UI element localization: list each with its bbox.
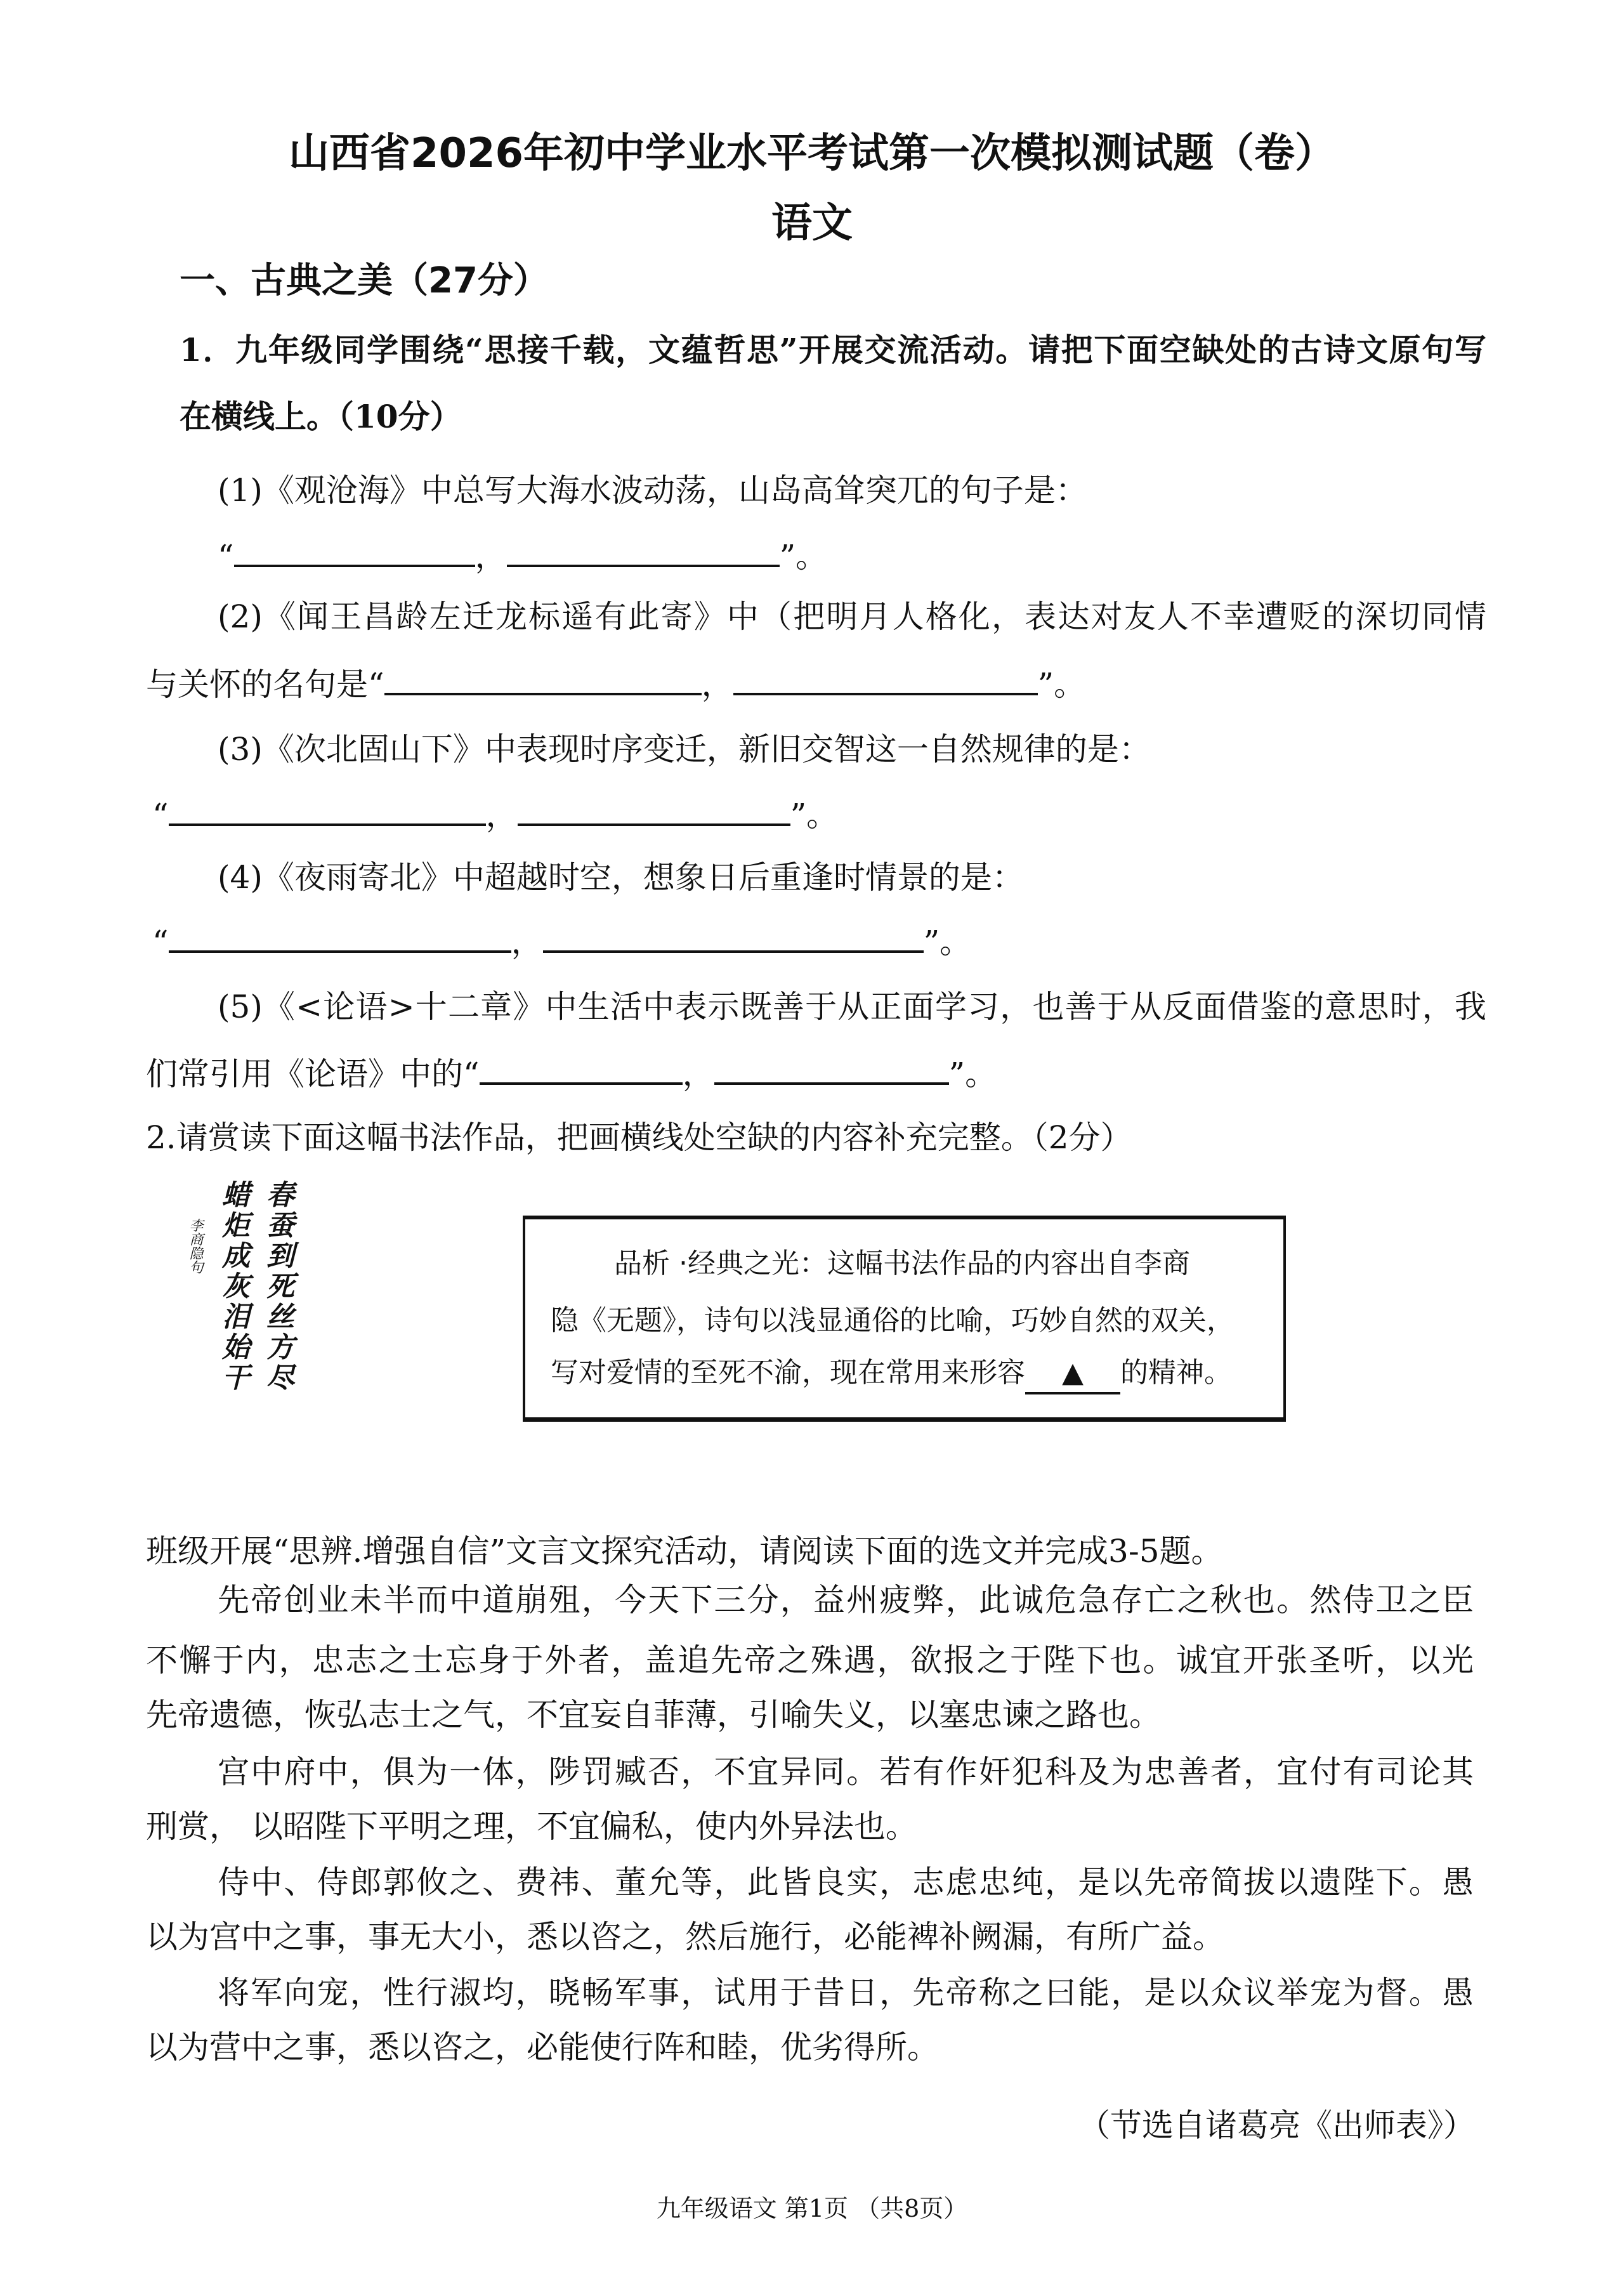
answer-blank[interactable] <box>543 919 924 953</box>
open-quote: “ <box>218 538 234 575</box>
q1-item1-answer <box>218 533 827 579</box>
box-line-3-end: 的精神。 <box>1120 1356 1232 1389</box>
prompt-text: 与关怀的名句是“ <box>146 666 384 703</box>
passage-line: 宫中府中，俱为一体，陟罚臧否，不宜异同。若有作奸犯科及为忠善者，宜付有司论其 <box>218 1754 1474 1790</box>
answer-blank-triangle[interactable]: ▲ <box>1025 1354 1120 1394</box>
passage-line: 刑赏， 以昭陛下平明之理，不宜偏私，使内外异法也。 <box>146 1808 917 1845</box>
calligraphy-column-2: 蜡炬成灰泪始干 <box>217 1180 249 1393</box>
passage-line: 不懈于内，忠志之士忘身于外者，盖追先帝之殊遇，欲报之于陛下也。诚宜开张圣听，以光 <box>146 1642 1474 1679</box>
q1-item2-answer <box>146 661 1085 707</box>
subject-title: 语文 <box>771 200 853 247</box>
page-footer: 九年级语文 第1页 （共8页） <box>656 2194 968 2222</box>
box-line-3 <box>551 1354 1232 1394</box>
answer-blank[interactable] <box>518 792 790 826</box>
answer-blank[interactable] <box>714 1051 949 1085</box>
q1-item4-prompt: (4)《夜雨寄北》中超越时空，想象日后重逢时情景的是： <box>218 859 1024 896</box>
q1-item5-prompt: (5)《<论语>十二章》中生活中表示既善于从正面学习，也善于从反面借鉴的意思时，我 <box>218 988 1486 1025</box>
passage-source: （节选自诸葛亮《出师表》） <box>1078 2107 1475 2144</box>
answer-blank[interactable] <box>733 661 1038 695</box>
box-line-2: 隐《无题》，诗句以浅显通俗的比喻，巧妙自然的双关， <box>551 1304 1234 1337</box>
passage-line: 以为营中之事，悉以咨之，必能使行阵和睦，优劣得所。 <box>146 2029 939 2066</box>
q1-stem-line2: 在横线上。（10分） <box>180 398 462 435</box>
comma: ， <box>511 924 543 961</box>
q2-stem: 2.请赏读下面这幅书法作品，把画横线处空缺的内容补充完整。（2分） <box>146 1119 1132 1156</box>
passage-line: 先帝创业未半而中道崩殂，今天下三分，益州疲弊，此诚危急存亡之秋也。然侍卫之臣 <box>218 1582 1474 1618</box>
answer-blank[interactable] <box>169 919 511 953</box>
close-quote: ”。 <box>948 1056 997 1092</box>
q1-item2-prompt: (2)《闻王昌龄左迁龙标遥有此寄》中（把明月人格化，表达对友人不幸遭贬的深切同情 <box>218 598 1486 635</box>
analysis-box <box>523 1216 1286 1422</box>
prompt-text: 们常引用《论语》中的“ <box>146 1056 480 1092</box>
q1-item1-prompt: (1)《观沧海》中总写大海水波动荡，山岛高耸突兀的句子是： <box>218 472 1087 509</box>
answer-blank[interactable] <box>234 533 475 567</box>
q1-item3-answer <box>152 792 838 837</box>
q1-item3-prompt: (3)《次北固山下》中表现时序变迁，新旧交智这一自然规律的是： <box>218 731 1151 768</box>
close-quote: ”。 <box>779 538 828 575</box>
answer-blank[interactable] <box>480 1051 683 1085</box>
q1-item4-answer <box>152 919 971 964</box>
passage-line: 将军向宠，性行淑均，晓畅军事，试用于昔日，先帝称之曰能，是以众议举宠为督。愚 <box>218 1974 1474 2011</box>
answer-blank[interactable] <box>507 533 780 567</box>
answer-blank[interactable] <box>384 661 702 695</box>
close-quote: ”。 <box>923 924 972 961</box>
close-quote: ”。 <box>1037 666 1086 703</box>
q1-item5-answer <box>146 1051 997 1096</box>
comma: ， <box>485 797 518 834</box>
calligraphy-column-1: 春蚕到死丝方尽 <box>261 1180 294 1393</box>
comma: ， <box>701 666 733 703</box>
calligraphy-signature: 李商隐句 <box>187 1218 203 1274</box>
passage-line: 先帝遗德，恢弘志士之气，不宜妄自菲薄，引喻失义，以塞忠谏之路也。 <box>146 1696 1161 1733</box>
section-heading: 一、古典之美（27分） <box>180 260 549 301</box>
comma: ， <box>475 538 507 575</box>
box-line-1: 品析 ·经典之光：这幅书法作品的内容出自李商 <box>614 1247 1190 1280</box>
box-line-3-text: 写对爱情的至死不渝，现在常用来形容 <box>551 1356 1025 1389</box>
answer-blank[interactable] <box>169 792 486 826</box>
reading-intro: 班级开展“思辨.增强自信”文言文探究活动，请阅读下面的选文并完成3-5题。 <box>146 1533 1223 1570</box>
comma: ， <box>682 1056 714 1092</box>
passage-line: 以为宫中之事，事无大小，悉以咨之，然后施行，必能裨补阙漏，有所广益。 <box>146 1919 1224 1955</box>
close-quote: ”。 <box>790 797 839 834</box>
open-quote: “ <box>152 797 169 834</box>
open-quote: “ <box>152 924 169 961</box>
passage-line: 侍中、侍郎郭攸之、费祎、董允等，此皆良实，志虑忠纯，是以先帝简拔以遗陛下。愚 <box>218 1864 1474 1901</box>
exam-title: 山西省2026年初中学业水平考试第一次模拟测试题（卷） <box>288 130 1336 177</box>
q1-stem-line1: 1．九年级同学围绕“思接千载，文蕴哲思”开展交流活动。请把下面空缺处的古诗文原句写 <box>180 331 1486 369</box>
